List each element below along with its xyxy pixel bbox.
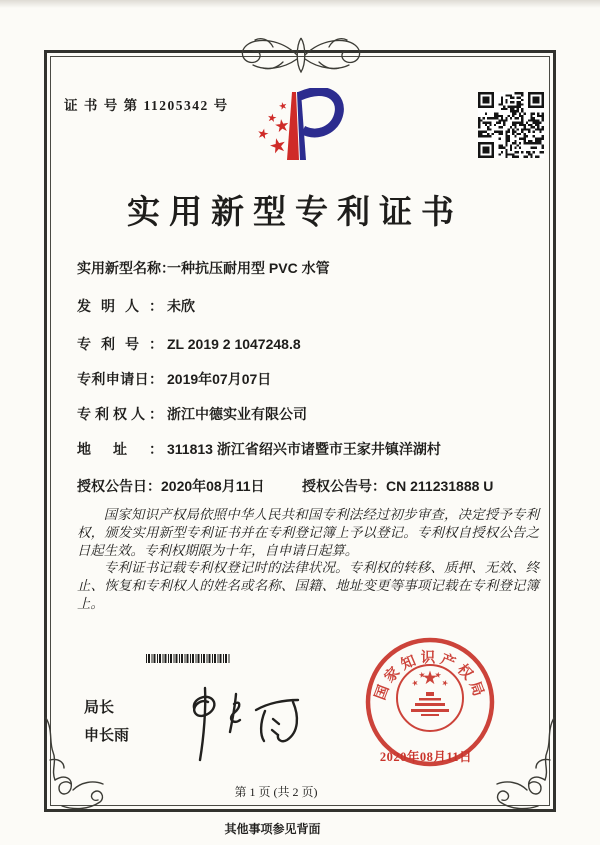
field-row-patentee (77, 404, 547, 424)
legal-paragraph-1: 国家知识产权局依照中华人民共和国专利法经过初步审查，决定授予专利权，颁发实用新型专利证书并在专利登记簿上予以登记。专利权自授权公告之日起生效。专利权期限为十年，自申请日起算。 (77, 507, 539, 558)
signer-title: 局长 (84, 699, 115, 716)
certificate-number: 证 书 号 第 11205342 号 (64, 98, 229, 113)
seal-date: 2020年08月11日 (379, 750, 473, 764)
signer-name: 申长雨 (84, 727, 130, 744)
footer-note: 其他事项参见背面 (224, 822, 321, 836)
grant-no-value: CN 211231888 U (386, 478, 494, 494)
seal-agency-text: 国家知识产权局 (372, 650, 488, 703)
field-label: 实用新型名称： (77, 260, 175, 276)
barcode-icon (146, 654, 230, 663)
field-value: ZL 2019 2 1047248.8 (167, 336, 301, 352)
national-emblem-icon (397, 665, 463, 731)
page-title: 实用新型专利证书 (127, 195, 463, 231)
field-label: 地址： (77, 441, 163, 457)
field-value: 未欣 (167, 298, 195, 314)
field-value: 一种抗压耐用型 PVC 水管 (167, 260, 330, 276)
grant-date-value: 2020年08月11日 (161, 478, 265, 494)
field-label: 专利权人： (77, 406, 163, 422)
field-row-patent-no (77, 334, 547, 354)
field-label: 专利号： (77, 336, 163, 352)
field-row-inventor (77, 296, 547, 316)
field-value: 2019年07月07日 (167, 371, 272, 387)
bottom-right-flourish-icon (494, 716, 560, 815)
grant-date-label: 授权公告日： (77, 478, 161, 494)
page-indicator: 第 1 页 (共 2 页) (234, 785, 318, 799)
field-value: 浙江中德实业有限公司 (167, 406, 307, 422)
field-row-address (77, 439, 547, 459)
field-label: 专利申请日： (77, 371, 163, 387)
handwritten-signature-icon (172, 678, 312, 766)
grant-no-label: 授权公告号： (302, 478, 386, 494)
qr-code-icon (478, 92, 544, 158)
legal-text (77, 506, 539, 613)
cnipa-logo-icon (256, 88, 346, 164)
field-row-name (77, 258, 547, 278)
top-flourish-icon (221, 34, 381, 76)
field-row-grant (77, 476, 547, 496)
legal-paragraph-2: 专利证书记载专利权登记时的法律状况。专利权的转移、质押、无效、终止、恢复和专利权人的姓名或名称、国籍、地址变更等事项记载在专利登记簿上。 (77, 560, 539, 611)
field-row-filing-date (77, 369, 547, 389)
field-value: 311813 浙江省绍兴市诸暨市王家井镇洋湖村 (167, 441, 441, 457)
field-label: 发明人： (77, 298, 163, 314)
